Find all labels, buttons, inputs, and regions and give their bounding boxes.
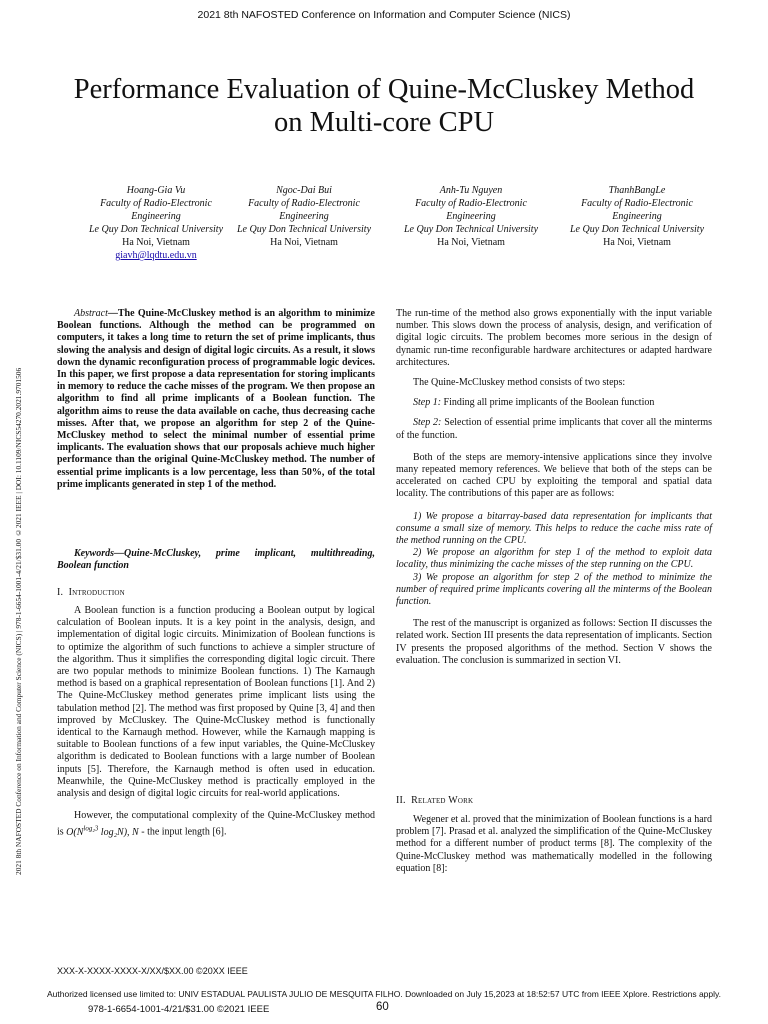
section-number: I. [57, 587, 64, 598]
author-block-1 [71, 184, 241, 262]
section-number: II. [396, 795, 406, 806]
author-email-link[interactable]: giavh@lqdtu.edu.vn [115, 250, 197, 261]
author-name: Ngoc-Dai Bui [276, 185, 332, 196]
author-affiliation: Faculty of Radio-Electronic [415, 198, 527, 209]
doi-sidebar [12, 160, 26, 875]
right-column-text [396, 308, 712, 667]
author-affiliation: Engineering [279, 211, 329, 222]
right-paragraph-3: Both of the steps are memory-intensive applications since they involve many repeated memory references. We believe that both of the steps can be accelerated on cached CPU by exploiting the temporal and spatial data locality. The contributions of this paper are as follows: [396, 451, 712, 500]
author-block-2 [219, 184, 389, 249]
right-paragraph-1: The run-time of the method also grows exponentially with the input variable number. This slows down the process of analysis, design, and verification of digital logic circuits. The problem becomes more serious in the design of dynamic run-time reconfigurable hardware architectures or adapted hardware architectures. [396, 308, 712, 368]
license-notice: Authorized licensed use limited to: UNIV ESTADUAL PAULISTA JULIO DE MESQUITA FILHO. Downloaded on July 15,2023 at 18:52:57 UTC from IEEE Xplore. Restrictions apply. [47, 989, 721, 999]
author-block-4 [552, 184, 722, 249]
intro-paragraph-1: A Boolean function is a function producing a Boolean output by logical calculation of Boolean inputs. It is a key point in the analysis, design, and implementation of digital logic circuits. Minimization of Boolean functions is to optimize the algorithm of such functions to achieve a simpler structure of the algorithm. Thus it simplifies the corresponding digital logic circuit. There are two popular methods to minimize Boolean functions. 1) The Karnaugh method is based on a graphical representation of Boolean functions [1]. And 2) The Quine-McCluskey method generates prime implicant lists using the tabulation method [2]. The method was first proposed by Quine [3, 4] and then improved by McCluskey. The Quine-McCluskey method is functionally identical to the Karnaugh method. However, while the Karnaugh mapping is suitable to Boolean functions of a few input variables, the Quine-McCluskey algorithm is dedicated to Boolean functions with a large number of Boolean inputs [5]. Therefore, the Karnaugh method is often used in education. Meanwhile, the Quine-McCluskey method is practically employed in the analysis and design of digital logic circuits for real-world applications. [57, 605, 375, 800]
author-affiliation: Faculty of Radio-Electronic [100, 198, 212, 209]
title-line-1: Performance Evaluation of Quine-McCluskey Method [73, 74, 695, 105]
title-line-2: on Multi-core CPU [273, 107, 495, 138]
author-affiliation: Faculty of Radio-Electronic [581, 198, 693, 209]
section-title: Related Work [411, 795, 474, 806]
author-affiliation: Engineering [612, 211, 662, 222]
abstract-label: Abstract [74, 308, 108, 319]
author-city: Ha Noi, Vietnam [122, 237, 190, 248]
section-title: Introduction [68, 587, 125, 598]
author-university: Le Quy Don Technical University [403, 224, 539, 235]
abstract-text: —The Quine-McCluskey method is an algorithm to minimize Boolean functions. Although the method can be programmed on computers, it takes a long time to return the set of prime implicants, thus slowing the analysis and design of digital logic circuits. As a result, it slows down the dynamic reconfiguration process of programmable logic devices. In this paper, we first propose a data representation for storing implicants in memory to reduce the cache misses of the program. We then propose an algorithm to find all prime implicants of a Boolean function. The algorithm aims to reuse the data available on cache, thus decreasing cache misses. After that, we propose an algorithm for step 2 of the Quine-McCluskey method to select the minimal number of essential prime implicants. The evaluation shows that our proposals achieve much higher performance than the original Quine-McCluskey method. The number of essential prime implicants is a low percentage, less than 50%, of the total prime implicants generated in step 1 of the method. [57, 308, 375, 490]
abstract [57, 308, 375, 491]
right-paragraph-2: The Quine-McCluskey method consists of two steps: [413, 377, 626, 389]
keywords [57, 548, 375, 572]
section-heading-introduction [57, 587, 125, 598]
author-university: Le Quy Don Technical University [88, 224, 224, 235]
contribution-1: 1) We propose a bitarray-based data representation for implicants that consume a small size of memory. This helps to reduce the cache miss rate of the method running on the CPU. [396, 510, 712, 547]
isbn-line: 978-1-6654-1001-4/21/$31.00 ©2021 IEEE [88, 1004, 270, 1015]
contribution-2: 2) We propose an algorithm for step 1 of the method to exploit data locality, thus minimizing the cache misses of the step running on the CPU. [396, 547, 712, 571]
author-university: Le Quy Don Technical University [569, 224, 705, 235]
page-number: 60 [376, 1001, 389, 1013]
step-2: Step 2: Selection of essential prime implicants that cover all the minterms of the function. [396, 417, 713, 441]
conference-header: 2021 8th NAFOSTED Conference on Information and Computer Science (NICS) [197, 9, 571, 21]
author-university: Le Quy Don Technical University [236, 224, 372, 235]
author-affiliation: Faculty of Radio-Electronic [248, 198, 360, 209]
paper-title [30, 73, 738, 139]
keywords-text: Keywords—Quine-McCluskey, prime implicant, multithreading, Boolean function [57, 548, 375, 572]
related-work-text [396, 814, 712, 875]
doi-sidebar-text: 2021 8th NAFOSTED Conference on Information and Computer Science (NICS) | 978-1-6654-1001-4/21/$31.00 ©2021 IEEE | DOI: 10.1109/NICS54270.2021.9701506 [14, 367, 23, 875]
author-affiliation: Engineering [131, 211, 181, 222]
right-paragraph-4: The rest of the manuscript is organized as follows: Section II discusses the related work. Section III presents the data representation of implicants. Section IV presents the proposed algorithms of the method. Section V shows the evaluation. The conclusion is summarized in section VI. [396, 618, 713, 666]
step-1: Step 1: Finding all prime implicants of the Boolean function [413, 397, 655, 409]
contribution-3: 3) We propose an algorithm for step 2 of the method to minimize the number of required prime implicants covering all the minterms of the Boolean function. [396, 571, 712, 608]
related-paragraph-1: Wegener et al. proved that the minimization of Boolean functions is a hard problem [7]. Prasad et al. analyzed the simplification of the Quine-McCluskey method for a different number of product terms [8]. The complexity of the Quine-McCluskey method was mathematically modelled in the following equation [8]: [396, 814, 712, 874]
author-city: Ha Noi, Vietnam [437, 237, 505, 248]
author-city: Ha Noi, Vietnam [603, 237, 671, 248]
author-block-3 [386, 184, 556, 249]
author-name: ThanhBangLe [608, 185, 666, 196]
author-affiliation: Engineering [446, 211, 496, 222]
introduction-text [57, 605, 375, 839]
author-name: Anh-Tu Nguyen [439, 185, 503, 196]
author-city: Ha Noi, Vietnam [270, 237, 338, 248]
section-heading-related-work [396, 795, 473, 806]
complexity-formula: $O(N^{log_23}$ log₂N), N [66, 824, 139, 838]
intro-paragraph-2: However, the computational complexity of the Quine-McCluskey method is $O(N^{log_23}$ log₂N), N - the input length [6]. [57, 810, 375, 838]
author-name: Hoang-Gia Vu [126, 185, 186, 196]
footer-copyright-code: XXX-X-XXXX-XXXX-X/XX/$XX.00 ©20XX IEEE [57, 966, 248, 976]
